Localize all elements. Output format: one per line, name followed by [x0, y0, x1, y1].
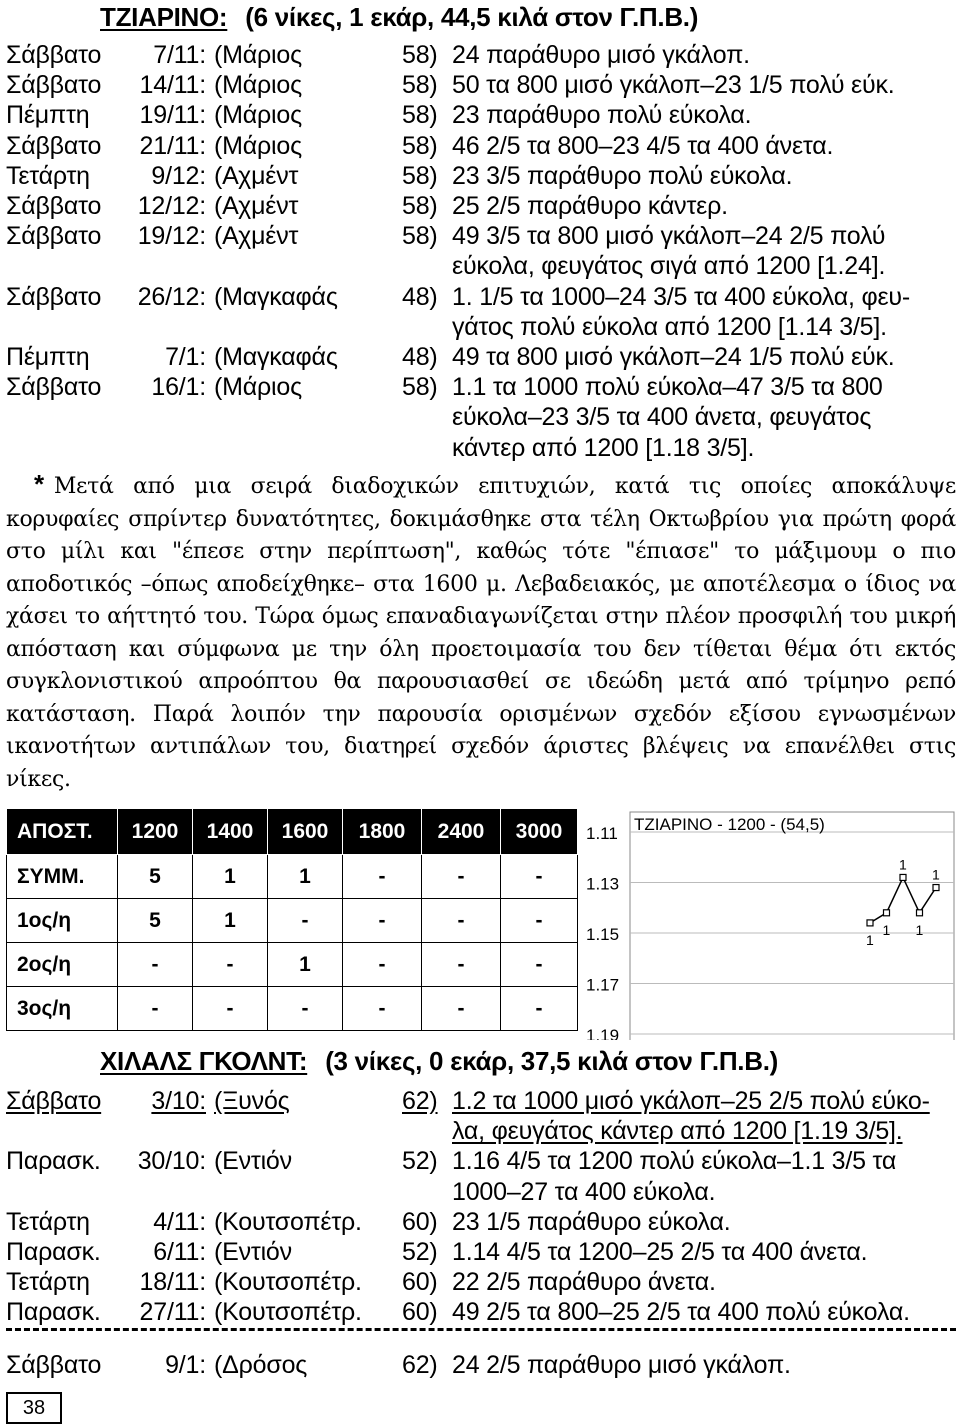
table-cell: - — [193, 943, 268, 987]
race-line — [0, 161, 960, 191]
table-cell: 5 — [118, 899, 193, 943]
race-day: Πέμπτη — [6, 101, 90, 130]
table-cell: 1 — [193, 899, 268, 943]
data-label: 1 — [915, 921, 924, 938]
race-weight: 48) — [402, 282, 438, 311]
table-header-cell: 3000 — [501, 809, 578, 855]
race-workout-text: 24 2/5 παράθυρο μισό γκάλοπ. — [452, 1351, 791, 1379]
y-tick-label: 1.15 — [586, 925, 620, 944]
race-day: Σάββατο — [6, 192, 102, 220]
table-header-cell: 1800 — [343, 809, 422, 855]
race-weight: 58) — [402, 222, 438, 251]
race-weight: 48) — [402, 343, 438, 371]
race-line — [0, 100, 960, 130]
race-jockey: (Ξυνός — [214, 1087, 290, 1115]
race-line — [0, 70, 960, 100]
race-jockey: (Αχμέντ — [214, 192, 299, 220]
race-weight: 52) — [402, 1238, 438, 1266]
race-jockey: (Εντιόν — [214, 1238, 292, 1266]
race-day: Παρασκ. — [6, 1147, 101, 1176]
time-chart-svg — [582, 808, 956, 1040]
race-jockey: (Μάριος — [214, 71, 302, 100]
data-point — [884, 910, 890, 916]
race-line — [0, 1086, 960, 1116]
table-cell: - — [268, 987, 343, 1031]
race-line — [0, 191, 960, 221]
time-chart — [582, 808, 956, 1040]
table-cell: 3ος/η — [7, 987, 118, 1031]
race-day: Σάββατο — [6, 71, 102, 100]
data-point — [933, 885, 939, 891]
y-tick-label: 1.11 — [586, 824, 618, 843]
table-cell: 5 — [118, 855, 193, 899]
table-cell: 2ος/η — [7, 943, 118, 987]
race-line — [0, 1207, 960, 1237]
race-jockey: (Εντιόν — [214, 1147, 292, 1176]
race-weight: 60) — [402, 1298, 438, 1327]
race-jockey: (Αχμέντ — [214, 222, 299, 251]
race-day: Σάββατο — [6, 131, 102, 160]
commentary-paragraph — [6, 468, 956, 796]
table-cell: - — [501, 899, 578, 943]
race-date: 30/10: — [137, 1147, 206, 1176]
race-workout-text: 1. 1/5 τα 1000–24 3/5 τα 400 εύκολα, φευ- — [452, 282, 911, 311]
data-label: 1 — [932, 866, 940, 883]
horse1-summary: (6 νίκες, 1 εκάρ, 44,5 κιλά στον Γ.Π.Β.) — [245, 2, 699, 32]
race-date: 12/12: — [137, 192, 206, 220]
race-date: 3/10: — [151, 1087, 206, 1115]
table-header-cell: 2400 — [422, 809, 501, 855]
dashed-divider — [6, 1328, 956, 1331]
table-cell: 1 — [268, 855, 343, 899]
race-day: Σάββατο — [6, 41, 102, 69]
table-cell: - — [422, 943, 501, 987]
race-line — [0, 1350, 960, 1380]
race-workout-text: 22 2/5 παράθυρο άνετα. — [452, 1268, 716, 1297]
race-date: 21/11: — [139, 131, 206, 160]
race-workout-text: 23 1/5 παράθυρο εύκολα. — [452, 1207, 731, 1236]
horse2-summary: (3 νίκες, 0 εκάρ, 37,5 κιλά στον Γ.Π.Β.) — [325, 1046, 778, 1076]
race-line — [0, 251, 960, 281]
race-weight: 58) — [402, 71, 438, 100]
race-weight: 58) — [402, 373, 438, 402]
race-weight: 62) — [402, 1087, 438, 1115]
race-workout-text: εύκολα–23 3/5 τα 400 άνετα, φευγάτος — [452, 403, 872, 432]
table-row — [7, 987, 578, 1031]
race-weight: 58) — [402, 101, 438, 130]
table-cell: - — [343, 899, 422, 943]
race-day: Πέμπτη — [6, 343, 90, 371]
race-weight: 62) — [402, 1351, 438, 1379]
data-point — [917, 910, 923, 916]
race-workout-text: 49 2/5 τα 800–25 2/5 τα 400 πολύ εύκολα. — [452, 1298, 910, 1327]
race-line — [0, 1297, 960, 1327]
race-workout-text: 1.16 4/5 τα 1200 πολύ εύκολα–1.1 3/5 τα — [452, 1147, 897, 1176]
race-date: 9/12: — [151, 161, 206, 190]
race-weight: 60) — [402, 1268, 438, 1297]
table-row — [7, 899, 578, 943]
race-date: 18/11: — [139, 1268, 206, 1297]
table-header-cell: 1400 — [193, 809, 268, 855]
race-date: 9/1: — [165, 1351, 206, 1379]
race-jockey: (Δρόσος — [214, 1351, 308, 1379]
table-cell: - — [422, 987, 501, 1031]
table-cell: - — [501, 855, 578, 899]
race-workout-text: 46 2/5 τα 800–23 4/5 τα 400 άνετα. — [452, 131, 834, 160]
commentary-text: Μετά από μια σειρά διαδοχικών επιτυχιών, κατά τις οποίες αποκάλυψε κορυφαίες σπρίντερ δυνατότητες, δοκιμάσθηκε στα τέλη Οκτωβρίου για πρώτη φορά στο μίλι και "έπεσε στην περίπτωση", καθώς τότε "έπιασε" το μάξιμουμ ο πιο αποδοτικός –όπως αποδείχθηκε– στα 1600 μ. Λεβαδειακός, με αποτέλεσμα ο ίδιος να χάσει το αήττητό του. Τώρα όμως επαναδιαγωνίζεται στην πλέον προσφιλή του μικρή απόσταση και σύμφωνα με την όλη προετοιμασία του δεν τίθεται θέμα ότι εκτός συγκλονιστικού απροόπτου θα παρουσιασθεί σε ιδεώδη μετά από τρίμηνο ρεπό κατάσταση. Παρά λοιπόν την παρουσία ορισμένων σχεδόν εξίσου εγνωσμένων ικανοτήτων αντιπάλων του, διατηρεί σχεδόν άριστες βλέψεις να επανέλθει στις νίκες. — [6, 474, 956, 792]
race-line — [0, 372, 960, 402]
data-point — [900, 874, 906, 880]
page-number: 38 — [6, 1392, 62, 1424]
distance-stats-table — [6, 808, 578, 1031]
y-tick-label: 1.19 — [586, 1026, 620, 1040]
table-cell: 1 — [268, 943, 343, 987]
race-line — [0, 433, 960, 463]
race-date: 7/1: — [165, 343, 206, 371]
race-line — [0, 221, 960, 251]
table-cell: - — [343, 855, 422, 899]
y-tick-label: 1.17 — [586, 975, 620, 995]
race-workout-text: 23 3/5 παράθυρο πολύ εύκολα. — [452, 161, 793, 190]
race-day: Σάββατο — [6, 1087, 102, 1115]
race-workout-text: εύκολα, φευγάτος σιγά από 1200 [1.24]. — [452, 252, 886, 281]
horse2-name: ΧΙΛΑΛΣ ΓΚΟΛΝΤ: — [100, 1046, 308, 1076]
race-workout-text: 1.14 4/5 τα 1200–25 2/5 τα 400 άνετα. — [452, 1238, 868, 1266]
asterisk-icon: * — [34, 469, 44, 499]
race-date: 6/11: — [153, 1238, 206, 1266]
table-cell: ΣΥΜΜ. — [7, 855, 118, 899]
race-weight: 58) — [402, 131, 438, 160]
race-date: 16/1: — [151, 373, 206, 402]
race-line — [0, 1177, 960, 1207]
y-tick-label: 1.13 — [586, 874, 620, 894]
race-workout-text: γάτος πολύ εύκολα από 1200 [1.14 3/5]. — [452, 312, 887, 341]
race-line — [0, 40, 960, 70]
race-weight: 58) — [402, 161, 438, 190]
table-cell: 1 — [193, 855, 268, 899]
table-header-row — [7, 809, 578, 855]
race-workout-text: 25 2/5 παράθυρο κάντερ. — [452, 192, 728, 220]
table-cell: - — [422, 855, 501, 899]
race-jockey: (Κουτσοπέτρ. — [214, 1207, 362, 1236]
race-line — [0, 1267, 960, 1297]
race-date: 14/11: — [139, 71, 206, 100]
race-line — [0, 131, 960, 161]
table-header-cell: 1600 — [268, 809, 343, 855]
race-line — [0, 402, 960, 432]
race-workout-text: 1.2 τα 1000 μισό γκάλοπ–25 2/5 πολύ εύκο- — [452, 1087, 930, 1115]
chart-title: ΤΖΙΑΡΙΝΟ - 1200 - (54,5) — [634, 815, 825, 834]
race-weight: 60) — [402, 1207, 438, 1236]
race-jockey: (Μαγκαφάς — [214, 282, 338, 311]
horse1-name: ΤΖΙΑΡΙΝΟ: — [100, 2, 228, 32]
race-day: Τετάρτη — [6, 1268, 90, 1297]
table-cell: - — [118, 987, 193, 1031]
table-cell: - — [501, 987, 578, 1031]
race-day: Παρασκ. — [6, 1298, 101, 1327]
race-jockey: (Κουτσοπέτρ. — [214, 1298, 362, 1327]
table-cell: - — [343, 987, 422, 1031]
race-date: 19/11: — [139, 101, 206, 130]
race-jockey: (Μάριος — [214, 131, 302, 160]
horse2-header — [100, 1046, 778, 1077]
plot-area — [630, 812, 954, 1040]
race-line — [0, 1237, 960, 1267]
horse1-header — [100, 2, 698, 33]
race-jockey: (Αχμέντ — [214, 161, 299, 190]
race-workout-text: 50 τα 800 μισό γκάλοπ–23 1/5 πολύ εύκ. — [452, 71, 895, 100]
race-day: Σάββατο — [6, 1351, 102, 1379]
race-date: 19/12: — [137, 222, 206, 251]
race-weight: 58) — [402, 41, 438, 69]
race-date: 26/12: — [137, 282, 206, 311]
race-jockey: (Μαγκαφάς — [214, 343, 338, 371]
table-row — [7, 855, 578, 899]
race-day: Τετάρτη — [6, 161, 90, 190]
race-workout-text: κάντερ από 1200 [1.18 3/5]. — [452, 433, 755, 462]
race-jockey: (Κουτσοπέτρ. — [214, 1268, 362, 1297]
race-weight: 58) — [402, 192, 438, 220]
race-line — [0, 1116, 960, 1146]
table-cell: - — [501, 943, 578, 987]
race-day: Παρασκ. — [6, 1238, 101, 1266]
race-date: 4/11: — [153, 1207, 206, 1236]
race-line — [0, 282, 960, 312]
data-label: 1 — [882, 921, 891, 938]
table-cell: 1ος/η — [7, 899, 118, 943]
table-cell: - — [343, 943, 422, 987]
table-header-cell: 1200 — [118, 809, 193, 855]
race-date: 7/11: — [153, 41, 206, 69]
table-cell: - — [118, 943, 193, 987]
table-cell: - — [268, 899, 343, 943]
race-workout-text: λα, φευγάτος κάντερ από 1200 [1.19 3/5]. — [452, 1117, 903, 1146]
data-point — [867, 920, 873, 926]
table-cell: - — [422, 899, 501, 943]
race-line — [0, 342, 960, 372]
race-workout-text: 1000–27 τα 400 εύκολα. — [452, 1177, 716, 1206]
race-line — [0, 1146, 960, 1176]
race-day: Σάββατο — [6, 373, 102, 402]
race-workout-text: 49 3/5 τα 800 μισό γκάλοπ–24 2/5 πολύ — [452, 222, 886, 251]
race-jockey: (Μάριος — [214, 373, 302, 402]
race-date: 27/11: — [139, 1298, 206, 1327]
race-jockey: (Μάριος — [214, 41, 302, 69]
race-day: Σάββατο — [6, 222, 102, 251]
data-label: 1 — [899, 856, 907, 873]
race-jockey: (Μάριος — [214, 101, 302, 130]
race-day: Σάββατο — [6, 282, 102, 311]
table-cell: - — [193, 987, 268, 1031]
data-label: 1 — [866, 931, 874, 948]
race-workout-text: 24 παράθυρο μισό γκάλοπ. — [452, 41, 750, 69]
table-header-cell: ΑΠΟΣΤ. — [7, 809, 118, 855]
race-workout-text: 23 παράθυρο πολύ εύκολα. — [452, 101, 752, 130]
race-workout-text: 49 τα 800 μισό γκάλοπ–24 1/5 πολύ εύκ. — [452, 343, 895, 371]
race-line — [0, 312, 960, 342]
race-weight: 52) — [402, 1147, 438, 1176]
table-row — [7, 943, 578, 987]
race-workout-text: 1.1 τα 1000 πολύ εύκολα–47 3/5 τα 800 — [452, 373, 883, 402]
race-day: Τετάρτη — [6, 1207, 90, 1236]
